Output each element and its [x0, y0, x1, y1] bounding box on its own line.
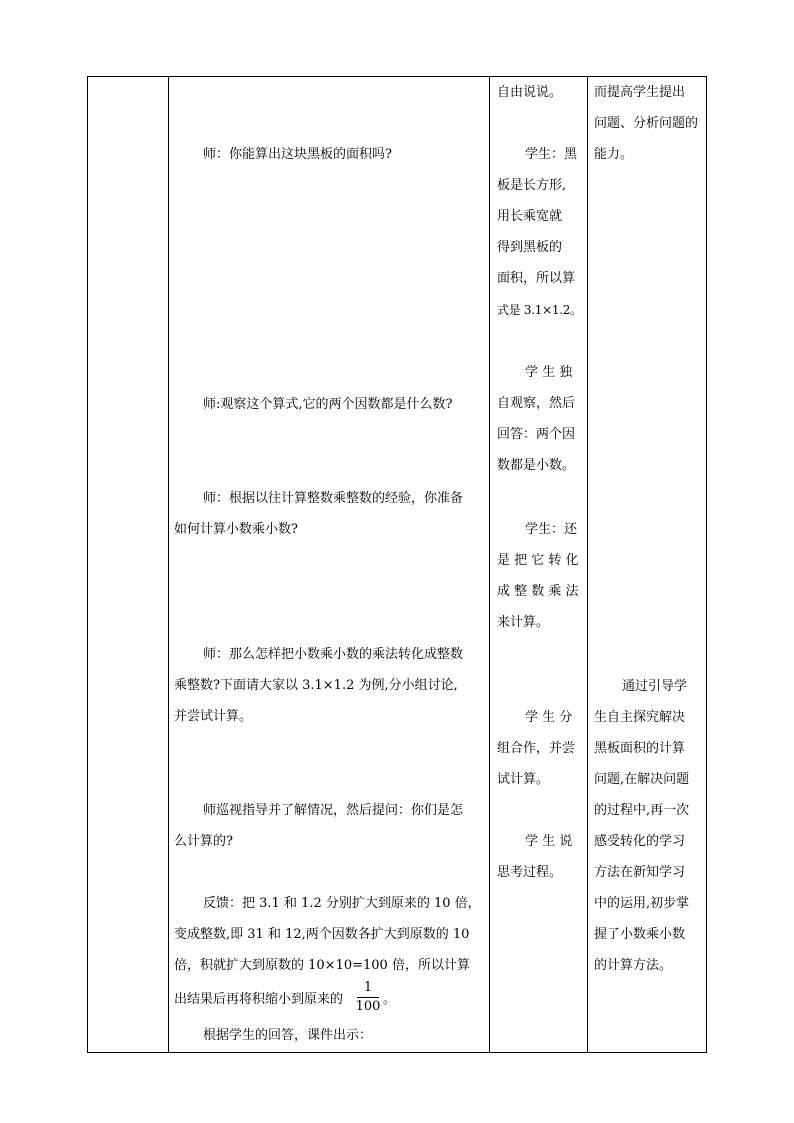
design-intent-text: 通过引导学	[622, 679, 688, 694]
design-intent-column	[588, 76, 706, 1053]
feedback-text: 。	[383, 992, 397, 1007]
teacher-instruction: 根据学生的回答，课件出示：	[203, 1028, 373, 1043]
feedback-text: 变成整数,即 31 和 12,两个因数各扩大到原数的 10	[174, 927, 470, 942]
teacher-question: 师：你能算出这块黑板的面积吗?	[203, 147, 392, 162]
student-response: 学生：还	[525, 522, 578, 537]
design-intent-text: 黑板面积的计算	[594, 741, 686, 756]
student-response: 学生：黑	[525, 147, 578, 162]
student-response: 成 整 数 乘 法	[497, 584, 579, 599]
fraction-denominator: 100	[355, 999, 381, 1014]
student-response: 来计算。	[497, 615, 550, 630]
teacher-question: 并尝试计算。	[174, 709, 253, 724]
student-response: 学 生 分	[525, 710, 573, 725]
student-response: 学 生 独	[525, 365, 573, 380]
teacher-question: 么计算的?	[174, 834, 233, 849]
student-response: 得到黑板的	[497, 240, 563, 255]
student-response: 自观察，然后	[497, 396, 576, 411]
design-intent-text: 能力。	[594, 147, 634, 162]
design-intent-text: 问题,在解决问题	[594, 772, 690, 787]
student-response: 回答：两个因	[497, 427, 576, 442]
student-response: 试计算。	[497, 772, 550, 787]
feedback-text: 反馈：把 3.1 和 1.2 分别扩大到原来的 10 倍，	[203, 896, 481, 911]
fraction-numerator: 1	[363, 980, 373, 995]
student-response: 面积，所以算	[497, 271, 576, 286]
feedback-text: 出结果后再将积缩小到原来的	[174, 992, 344, 1007]
student-response: 数都是小数。	[497, 458, 576, 473]
teacher-question: 师：根据以往计算整数乘整数的经验，你准备	[203, 491, 464, 506]
fraction-bar	[357, 997, 379, 998]
design-intent-text: 的计算方法。	[594, 958, 673, 973]
design-intent-text: 而提高学生提出	[594, 85, 686, 100]
design-intent-text: 握了小数乘小数	[594, 927, 686, 942]
design-intent-text: 生自主探究解决	[594, 710, 686, 725]
student-response: 式是 3.1×1.2。	[497, 303, 582, 317]
stage-column	[88, 76, 168, 1053]
design-intent-text: 方法在新知学习	[594, 865, 686, 880]
student-response: 组合作，并尝	[497, 741, 576, 756]
design-intent-text: 的过程中,再一次	[594, 803, 690, 818]
student-response: 自由说说。	[497, 85, 563, 100]
student-response: 是 把 它 转 化	[497, 553, 579, 568]
teacher-question: 如何计算小数乘小数?	[174, 522, 298, 537]
teacher-activity-column	[169, 76, 489, 1053]
student-response: 用长乘宽就	[497, 209, 563, 224]
feedback-text: 倍，积就扩大到原数的 10×10=100 倍，所以计算	[174, 958, 470, 973]
design-intent-text: 问题、分析问题的	[594, 116, 699, 131]
design-intent-text: 感受转化的学习	[594, 834, 686, 849]
teacher-question: 师巡视指导并了解情况，然后提问：你们是怎	[203, 803, 464, 818]
student-response: 学 生 说	[525, 834, 573, 849]
student-response: 板是长方形,	[497, 178, 567, 193]
student-response: 思考过程。	[497, 865, 563, 880]
teacher-question: 师:观察这个算式,它的两个因数都是什么数?	[203, 397, 453, 412]
student-activity-column	[490, 76, 587, 1053]
design-intent-text: 中的运用,初步掌	[594, 896, 690, 911]
teacher-question: 乘整数?下面请大家以 3.1×1.2 为例,分小组讨论,	[174, 678, 458, 693]
teacher-question: 师：那么怎样把小数乘小数的乘法转化成整数	[203, 647, 464, 662]
